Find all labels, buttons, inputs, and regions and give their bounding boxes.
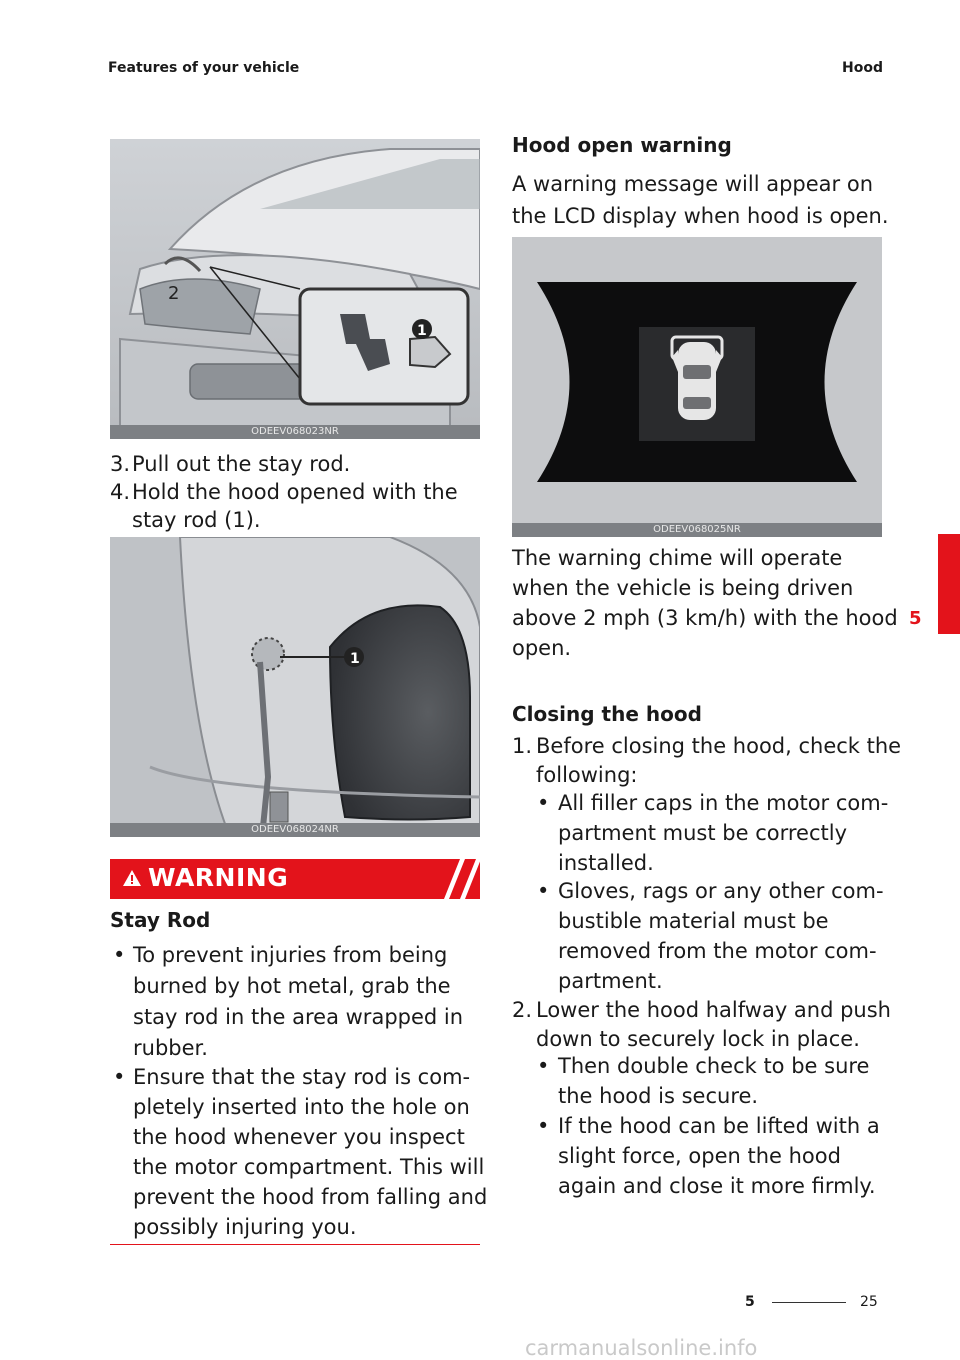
closing-step-1-bullet-1: All filler caps in the motor com- partment must be correctly installed. (558, 791, 889, 875)
closing-hood-heading: Closing the hood (512, 702, 702, 726)
closing-step-2-bullet-2: If the hood can be lifted with a slight force, open the hood again and close it more firmly. (558, 1114, 880, 1198)
footer-page-number: 25 (860, 1294, 878, 1310)
warning-banner (110, 859, 480, 899)
running-header-section: Features of your vehicle (108, 60, 300, 76)
bullet-dot: • (537, 1054, 550, 1078)
bullet-dot: • (537, 1114, 550, 1138)
stay-rod-illustration (110, 537, 480, 837)
figure-lcd-warning (512, 237, 882, 537)
bullet-dot: • (113, 943, 126, 967)
hood-open-warning-heading: Hood open warning (512, 133, 732, 157)
callout-2: 2 (168, 283, 180, 304)
bullet-dot: • (537, 879, 550, 903)
figure-code: ODEEV068023NR (110, 425, 480, 439)
warning-bullet-2: Ensure that the stay rod is com- pletely inserted into the hole on the hood whenever you inspect the motor compartment. This will prevent the hood from falling and possibly injuring you. (133, 1065, 488, 1239)
figure-hood-release (110, 139, 480, 439)
warning-subheading: Stay Rod (110, 908, 211, 932)
warning-stripes (430, 859, 480, 899)
chapter-side-tab (938, 534, 960, 634)
figure-code: ODEEV068024NR (110, 823, 480, 837)
hood-open-warning-text: A warning message will appear on the LCD display when hood is open. (512, 172, 889, 228)
callout-1: 1 (350, 651, 360, 667)
callout-1: 1 (417, 323, 427, 339)
bullet-dot: • (537, 791, 550, 815)
figure-code: ODEEV068025NR (512, 523, 882, 537)
running-header-topic: Hood (842, 60, 883, 76)
figure-stay-rod (110, 537, 480, 837)
warning-triangle-icon (122, 869, 142, 887)
lcd-display-illustration (512, 237, 882, 537)
warning-chime-text: The warning chime will operate when the vehicle is being driven above 2 mph (3 km/h) with the hood open. (512, 546, 898, 660)
footer-chapter: 5 (745, 1294, 755, 1310)
warning-title: WARNING (148, 863, 289, 892)
warning-end-rule (110, 1244, 480, 1245)
footer-divider (772, 1302, 846, 1303)
closing-step-2-bullet-1: Then double check to be sure the hood is secure. (558, 1054, 870, 1108)
car-top-view-icon (672, 337, 722, 420)
chapter-side-number: 5 (909, 608, 922, 629)
warning-bullet-1: To prevent injuries from being burned by hot metal, grab the stay rod in the area wrapped in rubber. (133, 943, 464, 1060)
closing-step-1-bullet-2: Gloves, rags or any other com- bustible material must be removed from the motor com- partment. (558, 879, 884, 993)
car-front-illustration (110, 139, 480, 439)
bullet-dot: • (113, 1065, 126, 1089)
watermark: carmanualsonline.info (525, 1336, 758, 1360)
